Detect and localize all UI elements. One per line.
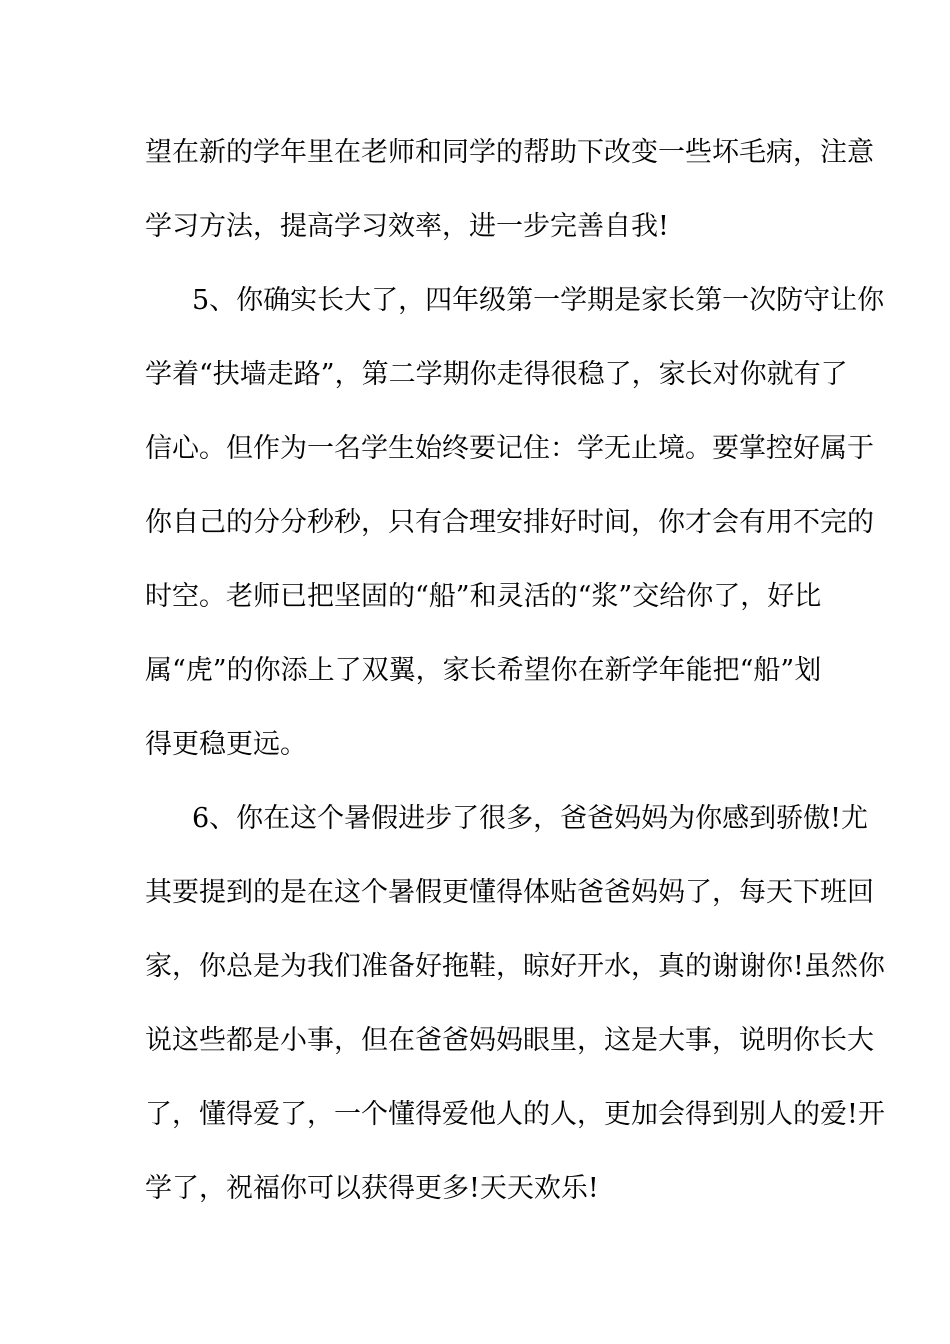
paragraph-line: 得更稳更远。 bbox=[145, 729, 307, 760]
paragraph-line: 属“虎”的你添上了双翼，家长希望你在新学年能把“船”划 bbox=[145, 655, 822, 686]
paragraph-line: 说这些都是小事，但在爸爸妈妈眼里，这是大事，说明你长大 bbox=[145, 1025, 874, 1056]
paragraph-line: 学了，祝福你可以获得更多!天天欢乐! bbox=[145, 1173, 599, 1204]
paragraph-5-first-line: 5、你确实长大了，四年级第一学期是家长第一次防守让你 bbox=[192, 285, 885, 316]
paragraph-line: 时空。老师已把坚固的“船”和灵活的“浆”交给你了，好比 bbox=[145, 581, 822, 612]
paragraph-line: 学着“扶墙走路”，第二学期你走得很稳了，家长对你就有了 bbox=[145, 359, 848, 390]
paragraph-line: 了，懂得爱了，一个懂得爱他人的人，更加会得到别人的爱!开 bbox=[145, 1099, 885, 1130]
paragraph-line: 学习方法，提高学习效率，进一步完善自我! bbox=[145, 211, 669, 242]
paragraph-line: 望在新的学年里在老师和同学的帮助下改变一些坏毛病，注意 bbox=[145, 137, 874, 168]
paragraph-line: 你自己的分分秒秒，只有合理安排好时间，你才会有用不完的 bbox=[145, 507, 874, 538]
paragraph-6-first-line: 6、你在这个暑假进步了很多，爸爸妈妈为你感到骄傲!尤 bbox=[192, 803, 869, 834]
paragraph-line: 信心。但作为一名学生始终要记住：学无止境。要掌控好属于 bbox=[145, 433, 874, 464]
paragraph-line: 其要提到的是在这个暑假更懂得体贴爸爸妈妈了，每天下班回 bbox=[145, 877, 874, 908]
paragraph-line: 家，你总是为我们准备好拖鞋，晾好开水，真的谢谢你!虽然你 bbox=[145, 951, 885, 982]
